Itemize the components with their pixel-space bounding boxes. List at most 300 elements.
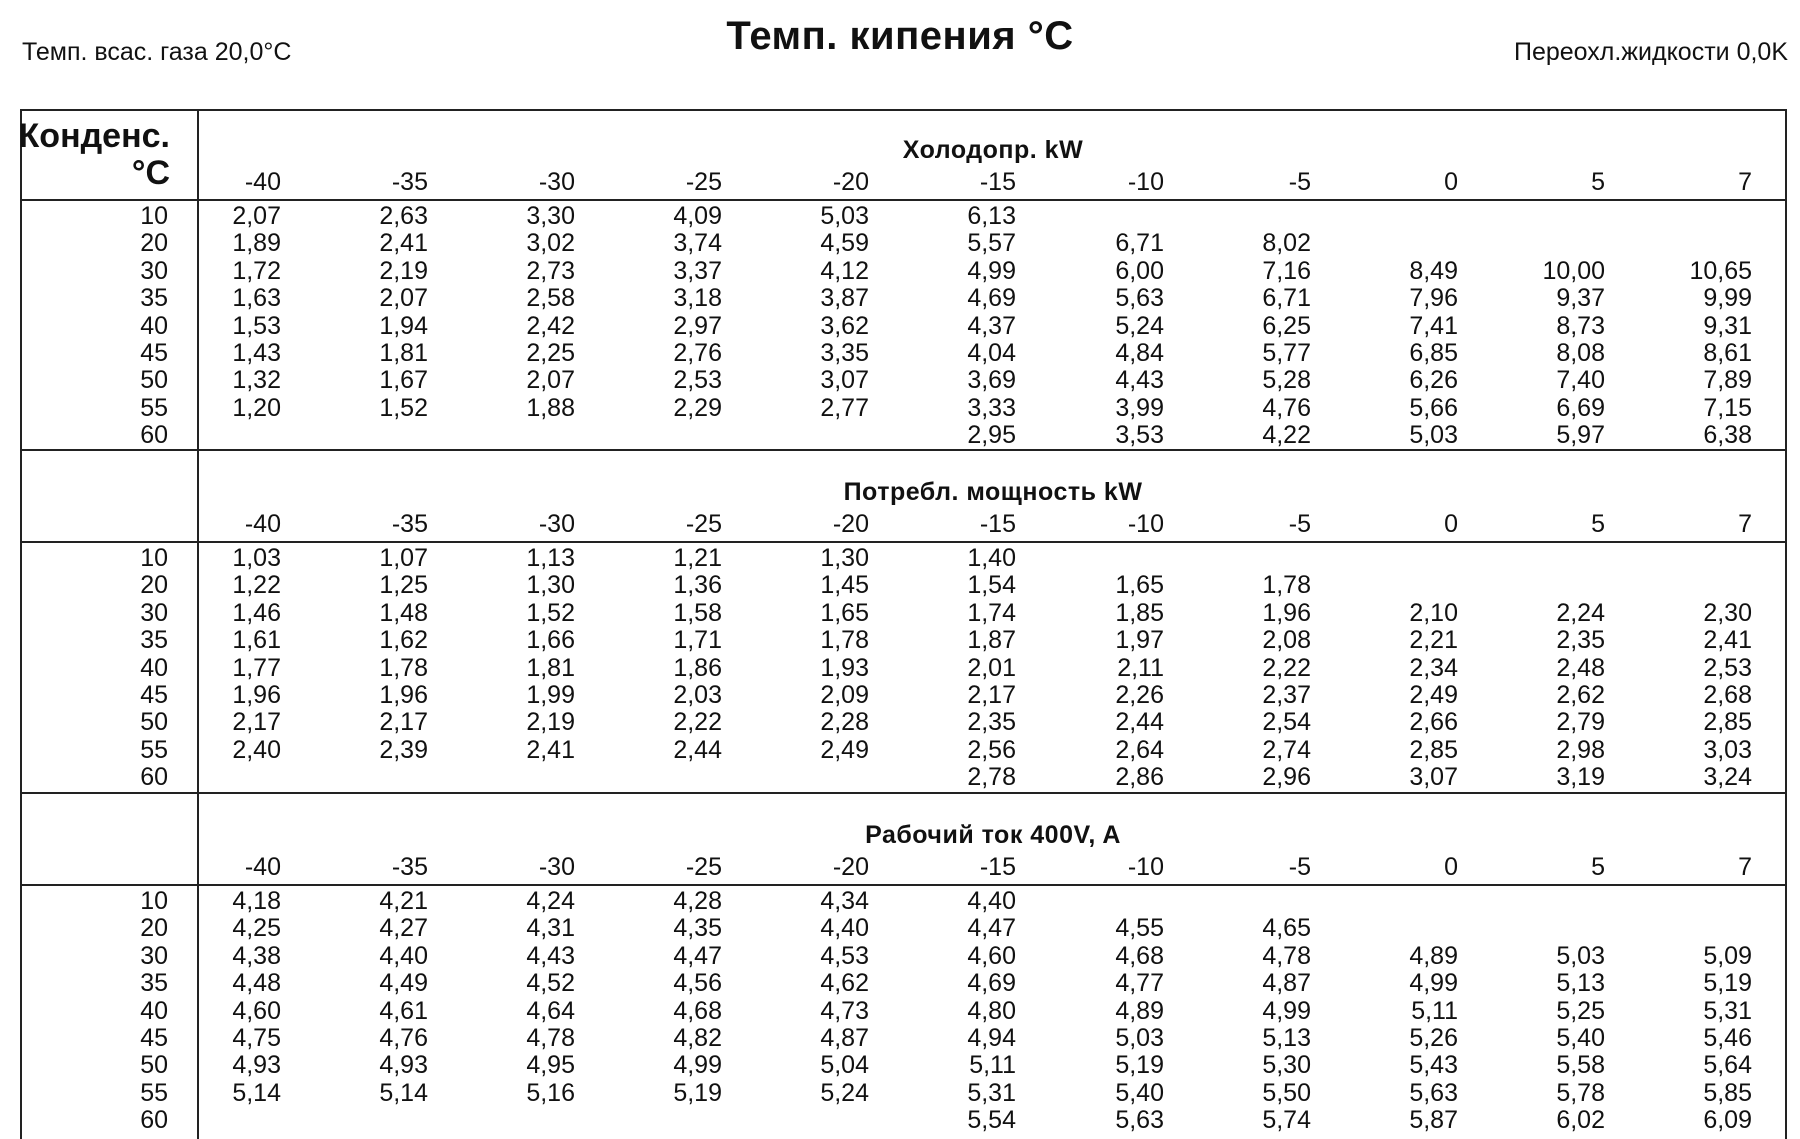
table-cell: 5,58 [1556,1051,1605,1080]
table-cell: 4,37 [967,311,1016,340]
evap-temp-header: -10 [1127,510,1164,538]
table-cell: 5,25 [1556,996,1605,1025]
table-cell: 2,26 [1115,681,1164,709]
table-cell: 2,64 [1115,735,1164,764]
table-cell: 6,71 [1115,229,1164,258]
cond-temp-label: 60 [140,421,168,450]
table-cell: 1,52 [526,598,575,627]
table-cell: 1,22 [232,571,281,600]
cond-temp-label: 50 [140,708,168,737]
table-cell: 2,22 [1262,653,1311,682]
evap-temp-header: -25 [685,853,722,881]
table-cell: 2,54 [1262,708,1311,737]
evap-temp-header: -35 [391,168,428,196]
table-cell: 1,78 [379,653,428,682]
table-cell: 5,19 [673,1078,722,1107]
evap-temp-header: 7 [1738,168,1752,196]
table-cell: 4,78 [1262,941,1311,970]
evap-temp-header: -10 [1127,168,1164,196]
table-cell: 5,03 [820,202,869,230]
table-cell: 5,43 [1409,1051,1458,1080]
table-cell: 4,52 [526,969,575,998]
table-cell: 9,31 [1703,311,1752,340]
table-cell: 1,74 [967,598,1016,627]
evap-temp-header: -15 [979,510,1016,538]
table-cell: 2,30 [1703,598,1752,627]
table-cell: 4,89 [1409,941,1458,970]
table-cell: 4,64 [526,996,575,1025]
table-cell: 4,24 [526,887,575,915]
evap-temp-header: -40 [244,510,281,538]
table-cell: 5,19 [1115,1051,1164,1080]
table-cell: 4,99 [967,256,1016,285]
evap-temp-header: -30 [538,510,575,538]
table-cell: 2,49 [1409,681,1458,709]
table-cell: 5,85 [1703,1078,1752,1107]
table-cell: 5,19 [1703,969,1752,998]
table-cell: 4,65 [1262,914,1311,943]
header-underline [20,541,1787,543]
table-cell: 4,09 [673,202,722,230]
table-cell: 5,63 [1409,1078,1458,1107]
table-cell: 4,38 [232,941,281,970]
table-cell: 2,48 [1556,653,1605,682]
table-cell: 4,25 [232,914,281,943]
cond-temp-label: 55 [140,393,168,422]
table-cell: 5,09 [1703,941,1752,970]
table-cell: 4,69 [967,284,1016,313]
table-cell: 2,10 [1409,598,1458,627]
evap-temp-header: -25 [685,510,722,538]
table-cell: 5,31 [1703,996,1752,1025]
table-cell: 7,16 [1262,256,1311,285]
suction-gas-temp: Темп. всас. газа 20,0°C [22,38,292,66]
table-cell: 1,94 [379,311,428,340]
cond-temp-label: 35 [140,626,168,655]
table-cell: 5,74 [1262,1106,1311,1135]
table-cell: 2,58 [526,284,575,313]
evap-temp-header: -30 [538,168,575,196]
table-cell: 5,40 [1115,1078,1164,1107]
cond-temp-label: 45 [140,1024,168,1052]
table-cell: 7,96 [1409,284,1458,313]
table-cell: 2,03 [673,681,722,709]
table-cell: 7,40 [1556,366,1605,395]
table-cell: 10,00 [1542,256,1605,285]
table-cell: 2,85 [1703,708,1752,737]
evap-temp-header: -15 [979,168,1016,196]
table-cell: 1,20 [232,393,281,422]
table-cell: 4,77 [1115,969,1164,998]
table-cell: 1,21 [673,544,722,572]
table-cell: 5,14 [232,1078,281,1107]
table-cell: 5,57 [967,229,1016,258]
table-cell: 4,87 [1262,969,1311,998]
evap-temp-header: 5 [1591,853,1605,881]
table-cell: 4,04 [967,339,1016,367]
table-cell: 5,63 [1115,284,1164,313]
table-cell: 1,81 [526,653,575,682]
table-cell: 1,48 [379,598,428,627]
table-cell: 2,25 [526,339,575,367]
table-cell: 1,07 [379,544,428,572]
header-underline [20,884,1787,886]
evap-temp-header: -40 [244,853,281,881]
table-cell: 1,72 [232,256,281,285]
table-cell: 5,87 [1409,1106,1458,1135]
cond-temp-label: 30 [140,598,168,627]
table-cell: 4,84 [1115,339,1164,367]
cond-temp-label: 45 [140,339,168,367]
table-cell: 5,77 [1262,339,1311,367]
table-cell: 2,01 [967,653,1016,682]
table-cell: 3,18 [673,284,722,313]
table-cell: 4,47 [967,914,1016,943]
table-cell: 5,78 [1556,1078,1605,1107]
table-cell: 2,17 [967,681,1016,709]
table-cell: 6,85 [1409,339,1458,367]
table-cell: 4,48 [232,969,281,998]
cond-temp-label: 50 [140,1051,168,1080]
table-cell: 2,68 [1703,681,1752,709]
table-cell: 2,53 [1703,653,1752,682]
table-cell: 4,76 [1262,393,1311,422]
table-cell: 4,53 [820,941,869,970]
table-cell: 4,73 [820,996,869,1025]
table-cell: 4,69 [967,969,1016,998]
table-cell: 1,99 [526,681,575,709]
table-cell: 2,78 [967,763,1016,792]
cond-temp-label: 50 [140,366,168,395]
table-cell: 2,07 [526,366,575,395]
table-cell: 2,49 [820,735,869,764]
table-cell: 5,46 [1703,1024,1752,1052]
cond-temp-label: 35 [140,969,168,998]
corner-label-line2: °C [131,154,170,192]
table-cell: 5,97 [1556,421,1605,450]
table-cell: 5,63 [1115,1106,1164,1135]
table-cell: 1,32 [232,366,281,395]
table-cell: 2,56 [967,735,1016,764]
cond-temp-label: 60 [140,763,168,792]
table-cell: 6,69 [1556,393,1605,422]
evap-temp-header: -40 [244,168,281,196]
table-cell: 5,28 [1262,366,1311,395]
table-cell: 5,14 [379,1078,428,1107]
table-cell: 2,40 [232,735,281,764]
table-cell: 2,29 [673,393,722,422]
corner-label [0,118,170,192]
table-cell: 1,78 [820,626,869,655]
block-separator [20,792,1787,794]
table-cell: 3,07 [820,366,869,395]
evap-temp-header: -15 [979,853,1016,881]
table-cell: 4,60 [232,996,281,1025]
table-cell: 1,96 [379,681,428,709]
table-cell: 10,65 [1689,256,1752,285]
table-cell: 2,08 [1262,626,1311,655]
table-cell: 8,08 [1556,339,1605,367]
table-cell: 6,02 [1556,1106,1605,1135]
table-cell: 1,71 [673,626,722,655]
cond-temp-label: 55 [140,735,168,764]
table-cell: 1,46 [232,598,281,627]
table-cell: 4,27 [379,914,428,943]
table-cell: 2,62 [1556,681,1605,709]
table-cell: 5,54 [967,1106,1016,1135]
table-cell: 5,26 [1409,1024,1458,1052]
table-cell: 8,73 [1556,311,1605,340]
table-cell: 2,44 [1115,708,1164,737]
table-cell: 2,63 [379,202,428,230]
table-cell: 2,73 [526,256,575,285]
table-cell: 2,22 [673,708,722,737]
table-cell: 2,11 [1117,653,1164,682]
table-cell: 1,58 [673,598,722,627]
table-cell: 1,65 [1115,571,1164,600]
table-cell: 6,09 [1703,1106,1752,1135]
table-cell: 2,24 [1556,598,1605,627]
table-cell: 4,49 [379,969,428,998]
table-cell: 4,76 [379,1024,428,1052]
table-cell: 7,89 [1703,366,1752,395]
page-title: Темп. кипения °C [726,14,1074,58]
table-cell: 4,40 [379,941,428,970]
table-cell: 5,16 [526,1078,575,1107]
table-cell: 2,74 [1262,735,1311,764]
table-cell: 2,77 [820,393,869,422]
table-cell: 4,12 [820,256,869,285]
table-cell: 6,38 [1703,421,1752,450]
evap-temp-header: -5 [1288,168,1311,196]
table-cell: 4,68 [1115,941,1164,970]
block-title: Рабочий ток 400V, A [865,821,1121,849]
evap-temp-header: 5 [1591,510,1605,538]
table-cell: 2,41 [379,229,428,258]
table-cell: 1,66 [526,626,575,655]
table-cell: 4,61 [379,996,428,1025]
table-cell: 4,40 [967,887,1016,915]
table-cell: 4,40 [820,914,869,943]
table-cell: 9,99 [1703,284,1752,313]
table-cell: 1,13 [526,544,575,572]
table-cell: 2,09 [820,681,869,709]
table-cell: 1,97 [1115,626,1164,655]
table-cell: 3,03 [1703,735,1752,764]
block-title: Потребл. мощность kW [843,478,1143,506]
table-cell: 4,60 [967,941,1016,970]
table-cell: 1,36 [673,571,722,600]
table-cell: 4,93 [379,1051,428,1080]
table-cell: 6,13 [967,202,1016,230]
table-cell: 1,96 [232,681,281,709]
block-title: Холодопр. kW [902,136,1084,164]
table-cell: 3,19 [1556,763,1605,792]
table-cell: 5,03 [1115,1024,1164,1052]
table-cell: 4,34 [820,887,869,915]
table-cell: 3,62 [820,311,869,340]
table-cell: 3,02 [526,229,575,258]
table-cell: 4,55 [1115,914,1164,943]
table-cell: 1,52 [379,393,428,422]
table-cell: 4,94 [967,1024,1016,1052]
table-cell: 2,35 [1556,626,1605,655]
table-cell: 1,77 [232,653,281,682]
table-cell: 2,21 [1409,626,1458,655]
table-cell: 7,41 [1409,311,1458,340]
table-cell: 4,80 [967,996,1016,1025]
evap-temp-header: 7 [1738,510,1752,538]
cond-temp-label: 30 [140,256,168,285]
table-cell: 4,68 [673,996,722,1025]
table-cell: 7,15 [1703,393,1752,422]
table-cell: 6,26 [1409,366,1458,395]
cond-temp-label: 55 [140,1078,168,1107]
cond-temp-label: 20 [140,571,168,600]
table-cell: 4,87 [820,1024,869,1052]
table-cell: 4,75 [232,1024,281,1052]
table-cell: 1,78 [1262,571,1311,600]
table-cell: 4,78 [526,1024,575,1052]
evap-temp-header: 0 [1444,168,1458,196]
table-cell: 1,86 [673,653,722,682]
table-cell: 2,53 [673,366,722,395]
table-cell: 2,07 [232,202,281,230]
table-cell: 1,40 [967,544,1016,572]
table-cell: 2,41 [1703,626,1752,655]
table-cell: 2,85 [1409,735,1458,764]
table-cell: 9,37 [1556,284,1605,313]
table-cell: 2,97 [673,311,722,340]
table-cell: 3,99 [1115,393,1164,422]
table-cell: 1,61 [232,626,281,655]
table-cell: 3,33 [967,393,1016,422]
table-cell: 2,96 [1262,763,1311,792]
table-cell: 2,37 [1262,681,1311,709]
evap-temp-header: -35 [391,853,428,881]
table-cell: 2,34 [1409,653,1458,682]
table-cell: 1,45 [820,571,869,600]
table-cell: 4,43 [1115,366,1164,395]
table-cell: 2,76 [673,339,722,367]
table-cell: 5,03 [1556,941,1605,970]
corner-label-line1: Конденс. [18,117,170,155]
table-cell: 4,62 [820,969,869,998]
table-cell: 4,31 [526,914,575,943]
table-cell: 1,96 [1262,598,1311,627]
evap-temp-header: -30 [538,853,575,881]
evap-temp-header: -20 [832,168,869,196]
table-cell: 3,69 [967,366,1016,395]
table-cell: 4,22 [1262,421,1311,450]
table-cell: 8,61 [1703,339,1752,367]
cond-temp-label: 45 [140,681,168,709]
table-cell: 5,13 [1556,969,1605,998]
table-cell: 5,24 [820,1078,869,1107]
table-cell: 2,19 [526,708,575,737]
table-cell: 4,56 [673,969,722,998]
table-cell: 5,04 [820,1051,869,1080]
table-cell: 5,30 [1262,1051,1311,1080]
table-cell: 1,30 [526,571,575,600]
table-cell: 1,67 [379,366,428,395]
table-cell: 1,81 [379,339,428,367]
table-cell: 2,41 [526,735,575,764]
table-cell: 4,89 [1115,996,1164,1025]
table-cell: 4,59 [820,229,869,258]
cond-temp-label: 10 [140,544,168,572]
table-cell: 1,88 [526,393,575,422]
table-cell: 2,17 [379,708,428,737]
cond-temp-label: 30 [140,941,168,970]
table-cell: 5,11 [969,1051,1016,1080]
table-cell: 1,30 [820,544,869,572]
cond-temp-label: 20 [140,914,168,943]
table-cell: 2,95 [967,421,1016,450]
table-cell: 1,25 [379,571,428,600]
table-cell: 6,00 [1115,256,1164,285]
cond-temp-label: 10 [140,887,168,915]
table-cell: 1,89 [232,229,281,258]
header-underline [20,199,1787,201]
table-cell: 2,79 [1556,708,1605,737]
table-cell: 1,54 [967,571,1016,600]
evap-temp-header: -10 [1127,853,1164,881]
table-cell: 4,99 [673,1051,722,1080]
table-cell: 5,50 [1262,1078,1311,1107]
table-cell: 5,24 [1115,311,1164,340]
table-cell: 2,35 [967,708,1016,737]
table-cell: 2,07 [379,284,428,313]
evap-temp-header: 7 [1738,853,1752,881]
table-cell: 3,30 [526,202,575,230]
table-cell: 4,99 [1409,969,1458,998]
table-cell: 3,37 [673,256,722,285]
table-cell: 5,11 [1411,996,1458,1025]
evap-temp-header: -25 [685,168,722,196]
table-cell: 1,87 [967,626,1016,655]
table-cell: 2,42 [526,311,575,340]
table-cell: 1,65 [820,598,869,627]
table-cell: 4,82 [673,1024,722,1052]
table-cell: 4,35 [673,914,722,943]
table-cell: 1,62 [379,626,428,655]
table-cell: 5,03 [1409,421,1458,450]
evap-temp-header: 0 [1444,510,1458,538]
table-cell: 4,43 [526,941,575,970]
cond-temp-label: 40 [140,653,168,682]
table-cell: 8,49 [1409,256,1458,285]
liquid-subcooling: Переохл.жидкости 0,0K [1513,38,1788,66]
table-cell: 4,95 [526,1051,575,1080]
table-cell: 5,66 [1409,393,1458,422]
table-cell: 5,40 [1556,1024,1605,1052]
table-cell: 5,64 [1703,1051,1752,1080]
evap-temp-header: -5 [1288,510,1311,538]
table-cell: 2,98 [1556,735,1605,764]
table-cell: 3,35 [820,339,869,367]
table-cell: 2,86 [1115,763,1164,792]
table-cell: 2,44 [673,735,722,764]
table-cell: 6,25 [1262,311,1311,340]
evap-temp-header: -20 [832,510,869,538]
evap-temp-header: 5 [1591,168,1605,196]
cond-temp-label: 35 [140,284,168,313]
table-cell: 5,31 [967,1078,1016,1107]
cond-temp-label: 40 [140,311,168,340]
table-cell: 3,53 [1115,421,1164,450]
cond-temp-label: 60 [140,1106,168,1135]
